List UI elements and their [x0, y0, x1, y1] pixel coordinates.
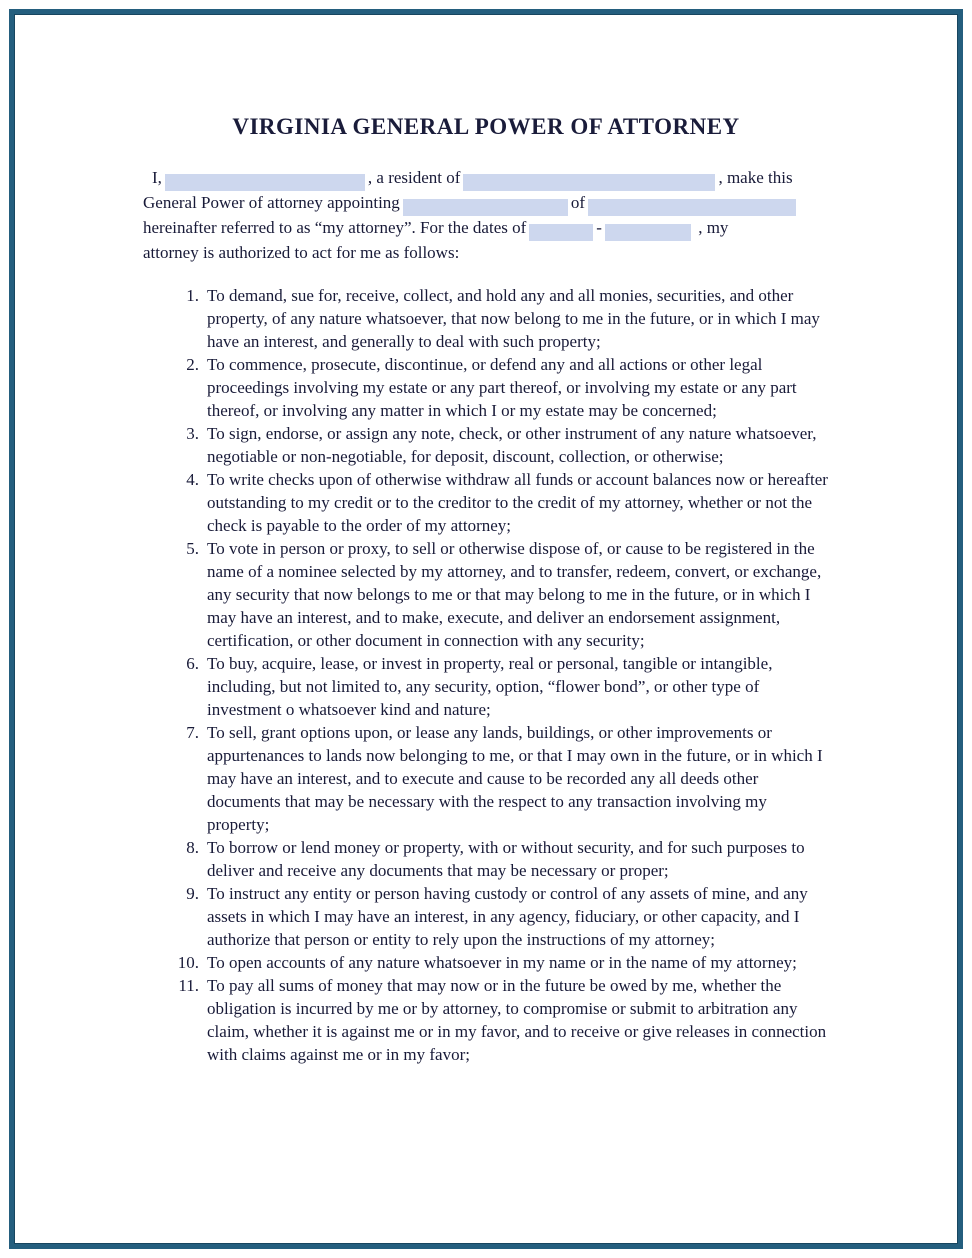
item-text: To open accounts of any nature whatsoever in my name or in the name of my attorney; — [207, 953, 797, 972]
principal-name-field[interactable] — [165, 174, 365, 191]
item-text: To pay all sums of money that may now or in the future be owed by me, whether the obligation is incurred by me or by attorney, to compromise or submit to arbitration any claim, whether it is against me or in my favor, and to receive or give releases in connection with claims against me or in my favor; — [207, 976, 827, 1064]
item-text: To sell, grant options upon, or lease any lands, buildings, or other improvements or appurtenances to lands now belonging to me, or that I may own in the future, or in which I may have an interest, and to execute and cause to be recorded any all deeds other documents that may be necessary with the respect to any transaction involving my property; — [207, 723, 823, 834]
list-item — [143, 951, 830, 974]
intro-line-2 — [143, 191, 832, 216]
list-item — [143, 537, 830, 652]
attorney-address-field[interactable] — [588, 199, 796, 216]
page-title: VIRGINIA GENERAL POWER OF ATTORNEY — [232, 114, 740, 139]
intro-paragraph — [143, 166, 832, 264]
residence-field[interactable] — [463, 174, 715, 191]
item-text: To vote in person or proxy, to sell or otherwise dispose of, or cause to be registered in the name of a nominee selected by my attorney, and to transfer, redeem, convert, or exchange, any security that now belongs to me or that may belong to me in the future, or in which I may have an interest, and to make, execute, and deliver an endorsement assignment, certification, or other document in connection with any security; — [207, 539, 822, 650]
intro-line-1 — [143, 166, 832, 191]
list-item — [143, 882, 830, 951]
powers-list — [143, 284, 832, 1066]
intro-text-6: hereinafter referred to as “my attorney”. For the dates of — [143, 218, 527, 237]
item-number: 8. — [186, 838, 199, 857]
item-text: To borrow or lend money or property, with or without security, and for such purposes to deliver and receive any documents that may be necessary or proper; — [207, 838, 805, 880]
intro-line-3 — [143, 216, 832, 241]
list-item — [143, 422, 830, 468]
item-number: 5. — [186, 539, 199, 558]
date-end-field[interactable] — [605, 224, 691, 241]
list-item — [143, 836, 830, 882]
item-number: 6. — [186, 654, 199, 673]
list-item — [143, 721, 830, 836]
intro-text-4: General Power of attorney appointing — [143, 193, 400, 212]
intro-text-1: I, — [152, 168, 162, 187]
intro-text-3: , make this — [718, 168, 793, 187]
item-text: To commence, prosecute, discontinue, or defend any and all actions or other legal proceedings involving my estate or any part thereof, or involving my estate or any part thereof, or involving any matter in which I or my estate may be concerned; — [207, 355, 797, 420]
item-text: To sign, endorse, or assign any note, check, or other instrument of any nature whatsoever, negotiable or non-negotiable, for deposit, discount, collection, or otherwise; — [207, 424, 817, 466]
intro-text-5: of — [570, 193, 585, 212]
list-item — [143, 353, 830, 422]
attorney-name-field[interactable] — [403, 199, 568, 216]
intro-text-7: - — [596, 218, 602, 237]
item-number: 11. — [178, 976, 199, 995]
date-start-field[interactable] — [529, 224, 593, 241]
item-number: 10. — [177, 953, 199, 972]
item-text: To write checks upon of otherwise withdraw all funds or account balances now or hereafter outstanding to my credit or to the creditor to the credit of my attorney, whether or not the check is payable to the order of my attorney; — [207, 470, 828, 535]
item-text: To demand, sue for, receive, collect, and hold any and all monies, securities, and other property, of any nature whatsoever, that now belong to me in the future, or in which I may have an interest, and generally to deal with such property; — [207, 286, 820, 351]
item-number: 9. — [186, 884, 199, 903]
item-text: To instruct any entity or person having custody or control of any assets of mine, and any assets in which I may have an interest, in any agency, fiduciary, or other capacity, and I authorize that person or entity to rely upon the instructions of my attorney; — [207, 884, 808, 949]
item-number: 2. — [186, 355, 199, 374]
intro-text-2: , a resident of — [367, 168, 461, 187]
document-content — [14, 166, 958, 1066]
list-item — [143, 468, 830, 537]
list-item — [143, 652, 830, 721]
list-item — [143, 974, 830, 1066]
page-border-frame — [9, 9, 963, 1249]
list-item — [143, 284, 830, 353]
item-number: 3. — [186, 424, 199, 443]
intro-text-9: attorney is authorized to act for me as follows: — [143, 243, 460, 262]
item-number: 1. — [186, 286, 199, 305]
intro-line-4 — [143, 241, 832, 264]
item-number: 4. — [186, 470, 199, 489]
item-text: To buy, acquire, lease, or invest in property, real or personal, tangible or intangible, including, but not limited to, any security, option, “flower bond”, or other type of investment o whatsoever kind and nature; — [207, 654, 773, 719]
item-number: 7. — [186, 723, 199, 742]
intro-text-8: , my — [698, 218, 729, 237]
